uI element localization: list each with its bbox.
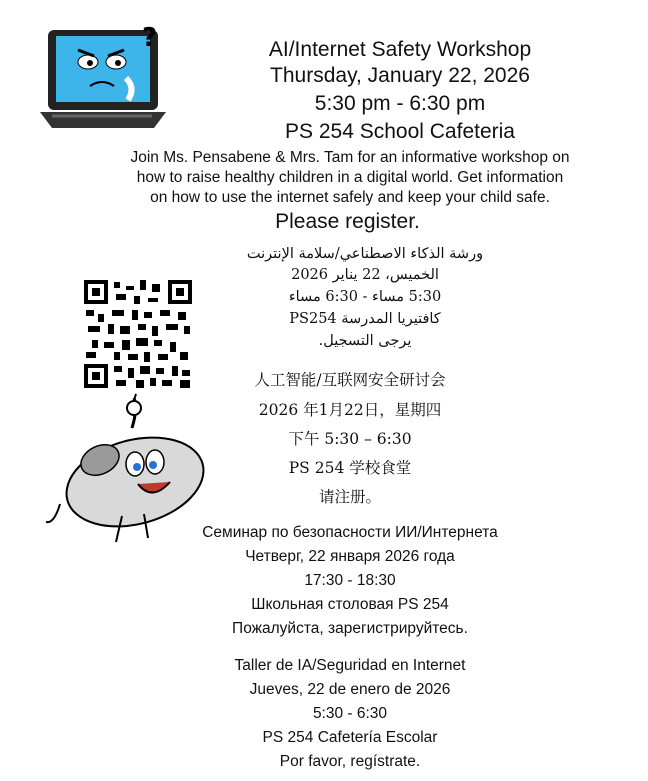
description-line-3: on how to use the internet safely and keep your child safe.: [150, 189, 550, 206]
spanish-location: PS 254 Cafetería Escolar: [262, 729, 438, 746]
description-line-1: Join Ms. Pensabene & Mrs. Tam for an informative workshop on: [130, 149, 570, 166]
svg-text:?: ?: [142, 23, 158, 53]
russian-register: Пожалуйста, зарегистрируйтесь.: [232, 620, 468, 637]
spanish-date: Jueves, 22 de enero de 2026: [249, 681, 451, 698]
arabic-location: كافتيريا المدرسة PS254: [289, 311, 441, 327]
workshop-time: 5:30 pm - 6:30 pm: [314, 92, 486, 115]
chinese-register: 请注册。: [318, 488, 381, 506]
arabic-register: يرجى التسجيل.: [318, 333, 412, 349]
arabic-title: ورشة الذكاء الاصطناعي/سلامة الإنترنت: [246, 246, 484, 262]
chinese-location: PS 254 学校食堂: [288, 459, 412, 477]
russian-location: Школьная столовая PS 254: [251, 596, 449, 613]
arabic-date: الخميس، 22 يناير 2026: [291, 267, 439, 283]
chinese-title: 人工智能/互联网安全研讨会: [254, 371, 446, 389]
chinese-date: 2026 年1月22日，星期四: [258, 401, 442, 419]
description-line-2: how to raise healthy children in a digital world. Get information: [136, 169, 564, 186]
confused-laptop-icon: [38, 20, 178, 140]
russian-time: 17:30 - 18:30: [304, 572, 396, 589]
spanish-register: Por favor, regístrate.: [279, 753, 421, 770]
qr-code-icon: [84, 280, 192, 388]
workshop-location: PS 254 School Cafeteria: [285, 120, 515, 143]
chinese-time: 下午 5:30 – 6:30: [288, 430, 412, 448]
workshop-date: Thursday, January 22, 2026: [270, 64, 530, 87]
russian-date: Четверг, 22 января 2026 года: [245, 548, 455, 565]
russian-title: Семинар по безопасности ИИ/Интернета: [202, 524, 498, 541]
workshop-title: AI/Internet Safety Workshop: [268, 38, 532, 61]
spanish-time: 5:30 - 6:30: [312, 705, 388, 722]
spanish-title: Taller de IA/Seguridad en Internet: [234, 657, 466, 674]
register-prompt: Please register.: [275, 210, 420, 233]
arabic-time: 5:30 مساء - 6:30 مساء: [288, 289, 442, 305]
